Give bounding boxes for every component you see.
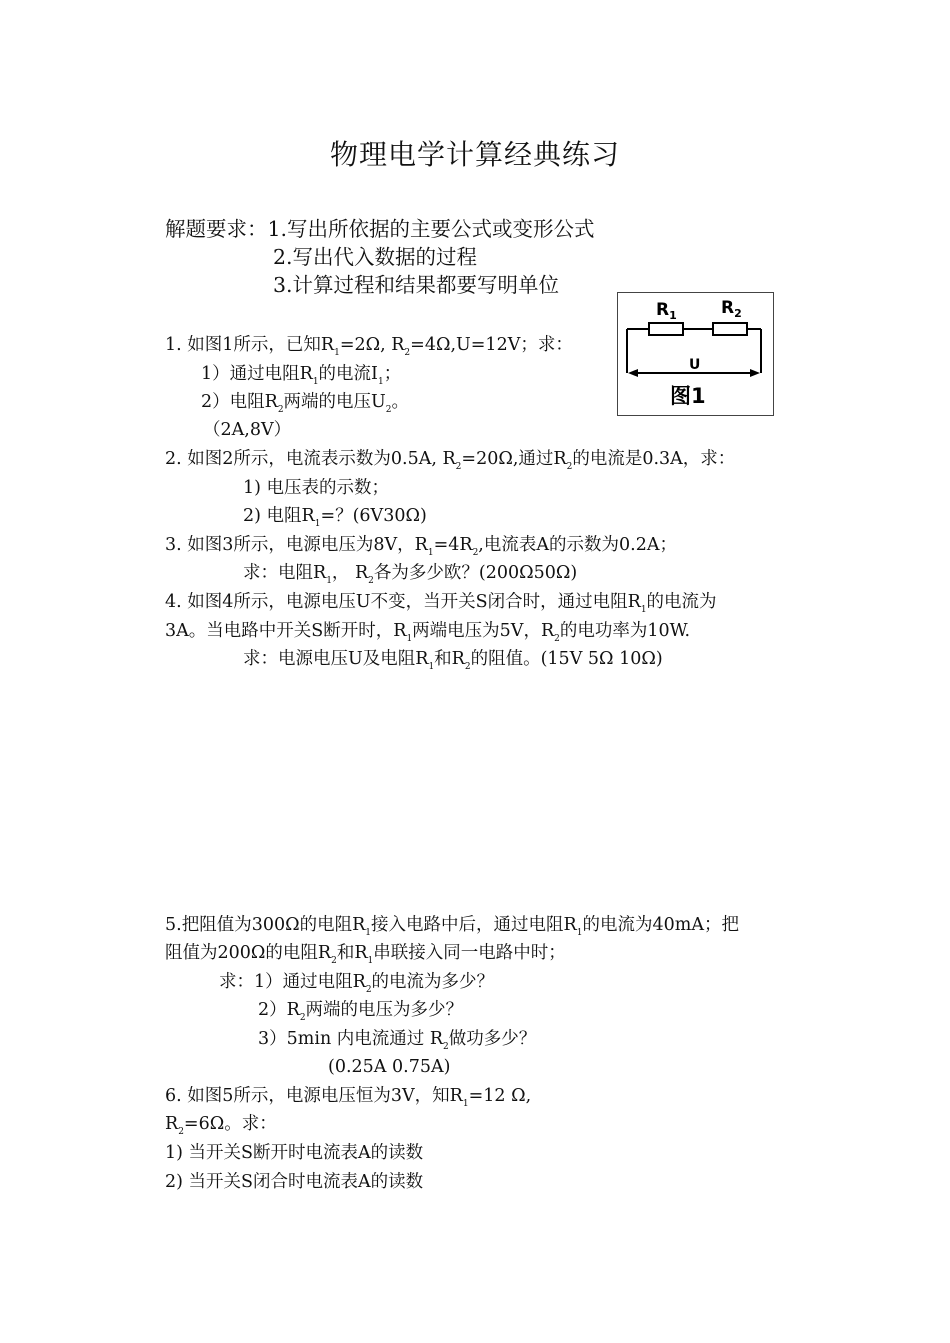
q5-answer: (0.25A 0.75A) <box>328 1057 451 1077</box>
q5-line-5: 3）5min 内电流通过 $R_2$做功多少？ <box>258 1029 537 1052</box>
q1-part-1: 1）通过电阻$R_1$的电流$I_1$； <box>201 364 402 387</box>
figure-caption: 图1 <box>670 384 706 408</box>
q6-line-4: 2) 当开关S闭合时电流表A的读数 <box>165 1172 424 1192</box>
resistor-r1 <box>649 323 683 335</box>
requirement-1: 1.写出所依据的主要公式或变形公式 <box>267 217 595 241</box>
q5-line-2: 阻值为200Ω的电阻$R_2$和$R_1$串联接入同一电路中时； <box>165 943 566 966</box>
q2-part-2: 2) 电阻$R_1=$？(6V30Ω) <box>243 506 427 529</box>
label-r1: $R_1$ <box>656 300 677 322</box>
q3-line-2: 求：电阻$R_1$， $R_2$各为多少欧？(200Ω50Ω) <box>243 563 578 586</box>
requirement-2: 2.写出代入数据的过程 <box>273 245 478 269</box>
q6-line-1: 6. 如图5所示，电源电压恒为3V，知$R_1=12$ Ω, <box>165 1086 532 1109</box>
q5-line-1: 5.把阻值为300Ω的电阻$R_1$接入电路中后，通过电阻$R_1$的电流为40mA；把 <box>165 915 739 938</box>
q5-line-4: $2)R_2$两端的电压为多少？ <box>258 1000 464 1023</box>
requirements-label-line <box>165 215 595 243</box>
requirements-label: 解题要求： <box>165 217 268 241</box>
q6-line-3: 1) 当开关S断开时电流表A的读数 <box>165 1143 424 1163</box>
q4-line-2: 3A。当电路中开关S断开时，$R_1$两端电压为5V，$R_2$的电功率为10W. <box>165 621 691 644</box>
q1-answer: （2A,8V） <box>203 420 292 440</box>
requirement-3: 3.计算过程和结果都要写明单位 <box>273 273 560 297</box>
label-r2: $R_2$ <box>721 298 742 320</box>
q2-line-1: 2. 如图2所示，电流表示数为0.5A, $R_2=20\Omega$,通过$R_2$的电流是0.3A，求： <box>165 449 736 472</box>
arrow-right-icon <box>750 369 760 377</box>
q6-line-2: $R_2=6\Omega$。求： <box>165 1114 277 1137</box>
resistor-r2 <box>713 323 747 335</box>
q5-line-3: 求：1）通过电阻$R_2$的电流为多少？ <box>219 972 495 995</box>
q1-line-1: 1. 如图1所示，已知$R_1=2\Omega$, $R_2=4\Omega,U=12V$；求： <box>165 335 573 358</box>
q4-line-1: 4. 如图4所示，电源电压U不变，当开关S闭合时，通过电阻$R_1$的电流为 <box>165 592 717 615</box>
arrow-left-icon <box>628 369 638 377</box>
q1-part-2: 2）电阻$R_2$两端的电压$U_2$。 <box>201 392 410 415</box>
q3-line-1: 3. 如图3所示，电源电压为8V，$R_1=4R_2$,电流表A的示数为0.2A； <box>165 535 677 558</box>
page-title: 物理电学计算经典练习 <box>329 138 620 171</box>
figure-1-circuit <box>617 292 774 416</box>
q2-part-1: 1) 电压表的示数； <box>243 478 390 498</box>
q4-line-3: 求：电源电压U及电阻$R_1$和$R_2$的阻值。(15V 5Ω 10Ω) <box>243 649 663 672</box>
label-u: U <box>689 357 701 373</box>
circuit-diagram <box>618 293 773 415</box>
